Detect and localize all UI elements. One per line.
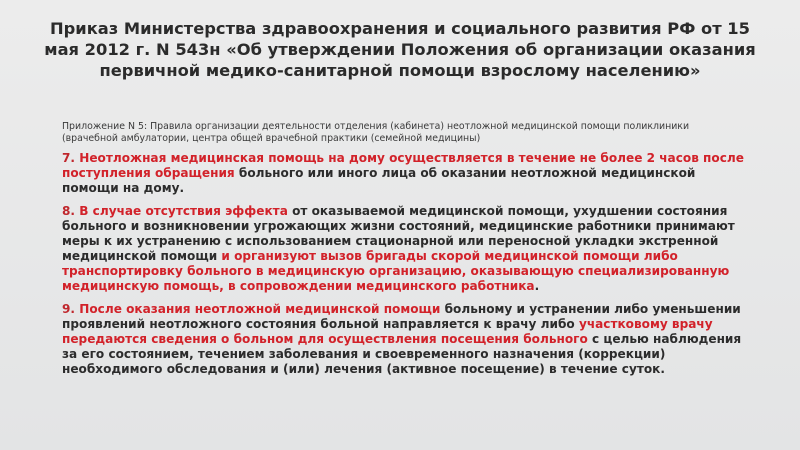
paragraph-number: 7. [62, 151, 76, 165]
paragraph-number: 9. [62, 302, 76, 316]
body-text: больного или иного лица об оказании неотложной медицинской помощи на дому. [62, 166, 696, 195]
highlighted-text: участковому врачу передаются сведения о больном для осуществления посещения больного [62, 317, 713, 346]
highlighted-text: После оказания неотложной медицинской помощи [79, 302, 441, 316]
page-title: Приказ Министерства здравоохранения и социального развития РФ от 15 мая 2012 г. N 543н «Об утверждении Положения об организации оказания первичной медико-санитарной помощи взрослому населению» [44, 19, 756, 80]
body-text: с целью наблюдения за его состоянием, течением заболевания и своевременного назначения (коррекции) необходимого обследования и (или) лечения (активное посещение) в течение суток. [62, 332, 742, 376]
body-text: больному и устранении либо уменьшении проявлений неотложного состояния больной направляется к врачу либо [62, 302, 741, 331]
paragraph-8 [62, 204, 752, 294]
highlighted-text: В случае отсутствия эффекта [79, 204, 288, 218]
paragraph-7 [62, 151, 752, 196]
document-body [62, 151, 752, 385]
highlighted-text: и организуют вызов бригады скорой медицинской помощи либо транспортировку больного в медицинскую организацию, оказывающую специализированную медицинскую помощь, в сопровождении медицинского работника [62, 249, 730, 293]
paragraph-9 [62, 302, 752, 377]
body-text: от оказываемой медицинской помощи, ухудшении состояния больного и возникновении угрожающих жизни состояний, медицинские работники принимают меры к их устранению с использованием стационарной или переносной укладки экстренной медицинской помощи [62, 204, 735, 263]
paragraph-number: 8. [62, 204, 76, 218]
body-text: . [534, 279, 540, 293]
appendix-subtitle: Приложение N 5: Правила организации деятельности отделения (кабинета) неотложной медицинской помощи поликлиники (врачебной амбулатории, центра общей врачебной практики (семейной медицины) [62, 121, 690, 144]
highlighted-text: Неотложная медицинская помощь на дому осуществляется в течение не более 2 часов после поступления обращения [62, 151, 744, 180]
